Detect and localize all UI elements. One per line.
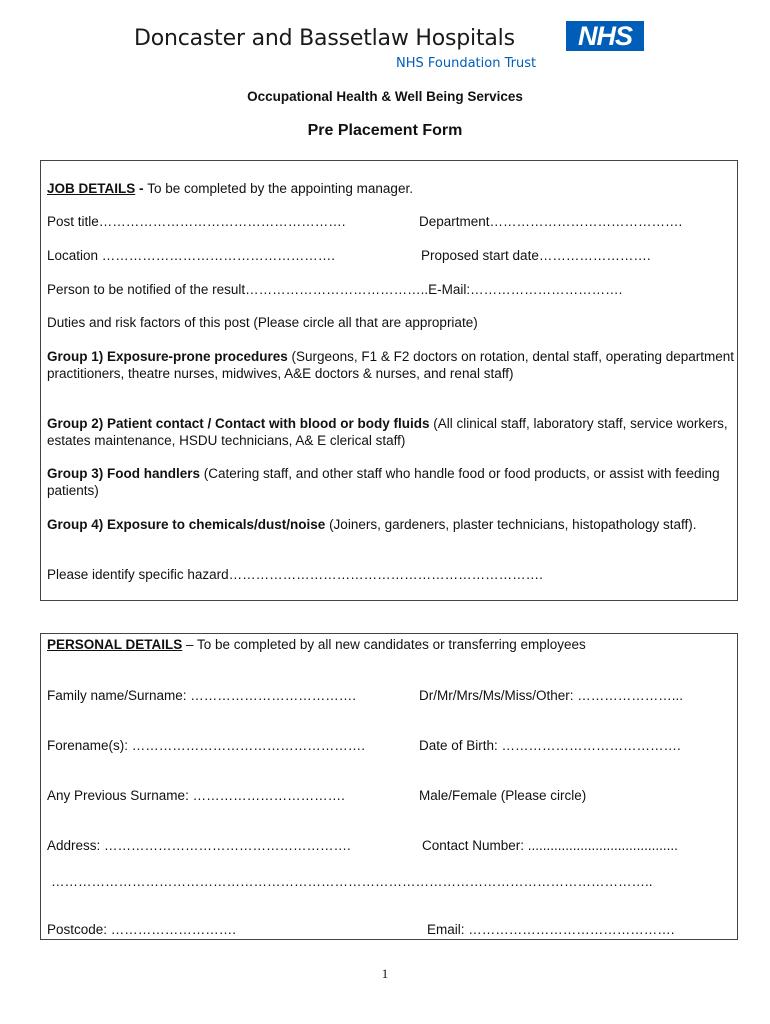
email-field[interactable]: Email: ………………………………………. bbox=[427, 922, 675, 937]
job-details-intro: To be completed by the appointing manager. bbox=[147, 181, 413, 196]
organisation-name: Doncaster and Bassetlaw Hospitals bbox=[134, 26, 515, 51]
group-2-label: Group 2) Patient contact / Contact with blood or body fluids bbox=[47, 416, 430, 431]
group-3-desc: (Catering staff, and other staff who handle food or food products, or assist with feeding patients) bbox=[47, 466, 720, 498]
group-4-label: Group 4) Exposure to chemicals/dust/noise bbox=[47, 517, 326, 532]
gender-field[interactable]: Male/Female (Please circle) bbox=[419, 788, 587, 803]
surname-field[interactable]: Family name/Surname: ………………………………. bbox=[47, 688, 357, 703]
letterhead bbox=[0, 0, 770, 80]
group-2-option[interactable] bbox=[47, 415, 737, 449]
page-number: 1 bbox=[381, 966, 389, 981]
job-details-heading: JOB DETAILS bbox=[47, 181, 136, 196]
organisation-subtitle: NHS Foundation Trust bbox=[396, 56, 537, 71]
duties-instruction: Duties and risk factors of this post (Please circle all that are appropriate) bbox=[47, 315, 478, 330]
heading-separator: - bbox=[135, 181, 148, 196]
post-title-field[interactable]: Post title………………………………………………. bbox=[47, 214, 346, 229]
postcode-field[interactable]: Postcode: ………………………. bbox=[47, 922, 237, 937]
previous-surname-field[interactable]: Any Previous Surname: ……………………………. bbox=[47, 788, 345, 803]
services-title: Occupational Health & Well Being Services bbox=[247, 89, 523, 104]
group-2-desc: (All clinical staff, laboratory staff, service workers, estates maintenance, HSDU technicians, A& E clerical staff) bbox=[47, 416, 728, 448]
form-title: Pre Placement Form bbox=[307, 122, 463, 139]
job-details-section bbox=[40, 160, 738, 601]
group-3-option[interactable] bbox=[47, 465, 737, 499]
group-1-label: Group 1) Exposure-prone procedures bbox=[47, 349, 288, 364]
personal-details-intro: To be completed by all new candidates or transferring employees bbox=[197, 637, 586, 652]
contact-number-field[interactable]: Contact Number: ........................................ bbox=[422, 838, 678, 853]
personal-details-section bbox=[40, 633, 738, 940]
address-continuation-line[interactable]: …………………………………………………………………………………………………………………….. bbox=[51, 874, 653, 889]
forenames-field[interactable]: Forename(s): ……………………………………………. bbox=[47, 738, 366, 753]
group-1-desc: (Surgeons, F1 & F2 doctors on rotation, dental staff, operating department practitioners, theatre nurses, midwives, A&E doctors & nurses, and renal staff) bbox=[47, 349, 735, 381]
heading-separator: – bbox=[182, 637, 198, 652]
location-field[interactable]: Location ……………………………………………. bbox=[47, 248, 336, 263]
hazard-field[interactable]: Please identify specific hazard……………………………………………………………. bbox=[47, 567, 543, 582]
dob-field[interactable]: Date of Birth: …………………………………. bbox=[419, 738, 681, 753]
personal-details-heading: PERSONAL DETAILS bbox=[47, 637, 183, 652]
person-notified-field[interactable]: Person to be notified of the result…………………………………..E-Mail:……………………………. bbox=[47, 282, 623, 297]
address-field[interactable]: Address: ………………………………………………. bbox=[47, 838, 351, 853]
department-field[interactable]: Department……………………………………. bbox=[419, 214, 683, 229]
group-1-option[interactable] bbox=[47, 348, 737, 382]
job-details-heading-line bbox=[47, 181, 413, 197]
group-3-label: Group 3) Food handlers bbox=[47, 466, 201, 481]
group-4-desc: (Joiners, gardeners, plaster technicians, histopathology staff). bbox=[325, 517, 697, 532]
title-field[interactable]: Dr/Mr/Mrs/Ms/Miss/Other: …………………... bbox=[419, 688, 683, 703]
start-date-field[interactable]: Proposed start date……………………. bbox=[421, 248, 651, 263]
personal-details-heading-line bbox=[47, 637, 586, 653]
nhs-logo: NHS bbox=[566, 21, 644, 51]
group-4-option[interactable] bbox=[47, 516, 737, 533]
